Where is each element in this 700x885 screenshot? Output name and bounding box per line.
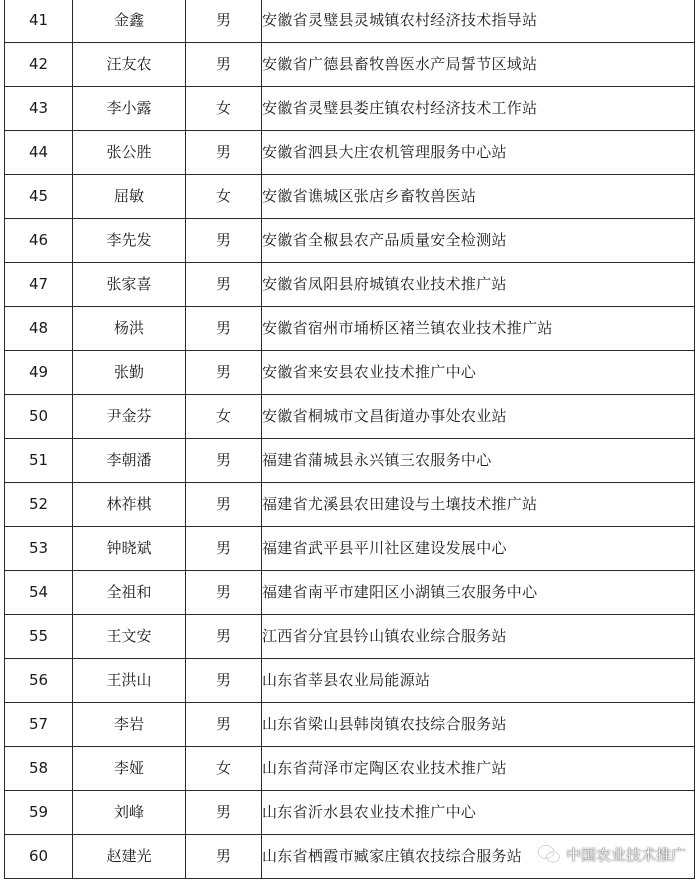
row-number: 44 <box>5 131 73 175</box>
row-number: 46 <box>5 219 73 263</box>
wechat-watermark <box>537 841 686 867</box>
person-name: 钟晓斌 <box>73 527 186 571</box>
row-number: 59 <box>5 791 73 835</box>
row-number: 54 <box>5 571 73 615</box>
person-gender: 男 <box>186 571 262 615</box>
table-row <box>5 615 695 659</box>
work-unit: 福建省武平县平川社区建设发展中心 <box>262 527 695 571</box>
work-unit: 福建省南平市建阳区小湖镇三农服务中心 <box>262 571 695 615</box>
person-gender: 女 <box>186 175 262 219</box>
person-name: 李娅 <box>73 747 186 791</box>
row-number: 45 <box>5 175 73 219</box>
person-gender: 男 <box>186 131 262 175</box>
person-gender: 男 <box>186 43 262 87</box>
person-name: 尹金芬 <box>73 395 186 439</box>
person-gender: 女 <box>186 395 262 439</box>
row-number: 43 <box>5 87 73 131</box>
person-gender: 男 <box>186 0 262 43</box>
table-row <box>5 747 695 791</box>
row-number: 41 <box>5 0 73 43</box>
row-number: 47 <box>5 263 73 307</box>
work-unit: 山东省菏泽市定陶区农业技术推广站 <box>262 747 695 791</box>
person-gender: 男 <box>186 527 262 571</box>
table-row <box>5 703 695 747</box>
person-name: 张家喜 <box>73 263 186 307</box>
personnel-table <box>4 0 695 879</box>
table-row <box>5 0 695 43</box>
personnel-table-body <box>5 0 695 879</box>
table-row <box>5 351 695 395</box>
person-gender: 男 <box>186 703 262 747</box>
row-number: 56 <box>5 659 73 703</box>
person-name: 李小露 <box>73 87 186 131</box>
table-row <box>5 483 695 527</box>
table-row <box>5 395 695 439</box>
person-name: 赵建光 <box>73 835 186 879</box>
table-row <box>5 791 695 835</box>
person-name: 王文安 <box>73 615 186 659</box>
person-gender: 男 <box>186 263 262 307</box>
person-gender: 男 <box>186 659 262 703</box>
table-row <box>5 571 695 615</box>
person-name: 林祚棋 <box>73 483 186 527</box>
person-name: 金鑫 <box>73 0 186 43</box>
person-gender: 男 <box>186 351 262 395</box>
row-number: 48 <box>5 307 73 351</box>
work-unit: 安徽省全椒县农产品质量安全检测站 <box>262 219 695 263</box>
work-unit: 山东省莘县农业局能源站 <box>262 659 695 703</box>
person-gender: 男 <box>186 791 262 835</box>
person-name: 王洪山 <box>73 659 186 703</box>
work-unit: 山东省沂水县农业技术推广中心 <box>262 791 695 835</box>
work-unit: 江西省分宜县钤山镇农业综合服务站 <box>262 615 695 659</box>
person-name: 李先发 <box>73 219 186 263</box>
table-row <box>5 263 695 307</box>
row-number: 57 <box>5 703 73 747</box>
person-gender: 男 <box>186 219 262 263</box>
person-name: 汪友农 <box>73 43 186 87</box>
person-gender: 男 <box>186 439 262 483</box>
person-name: 李岩 <box>73 703 186 747</box>
table-row <box>5 87 695 131</box>
work-unit: 山东省梁山县韩岗镇农技综合服务站 <box>262 703 695 747</box>
table-row <box>5 43 695 87</box>
person-name: 全祖和 <box>73 571 186 615</box>
work-unit: 安徽省宿州市埇桥区褚兰镇农业技术推广站 <box>262 307 695 351</box>
person-gender: 男 <box>186 483 262 527</box>
work-unit: 福建省尤溪县农田建设与土壤技术推广站 <box>262 483 695 527</box>
row-number: 50 <box>5 395 73 439</box>
work-unit: 福建省蒲城县永兴镇三农服务中心 <box>262 439 695 483</box>
table-row <box>5 175 695 219</box>
person-name: 李朝潘 <box>73 439 186 483</box>
person-gender: 男 <box>186 835 262 879</box>
person-name: 刘峰 <box>73 791 186 835</box>
row-number: 49 <box>5 351 73 395</box>
person-gender: 男 <box>186 615 262 659</box>
row-number: 53 <box>5 527 73 571</box>
row-number: 42 <box>5 43 73 87</box>
table-row <box>5 659 695 703</box>
row-number: 55 <box>5 615 73 659</box>
table-row <box>5 527 695 571</box>
work-unit: 安徽省谯城区张店乡畜牧兽医站 <box>262 175 695 219</box>
work-unit: 山东省栖霞市臧家庄镇农技综合服务站 <box>262 835 695 879</box>
person-name: 张勤 <box>73 351 186 395</box>
person-name: 屈敏 <box>73 175 186 219</box>
work-unit: 安徽省灵璧县娄庄镇农村经济技术工作站 <box>262 87 695 131</box>
work-unit: 安徽省来安县农业技术推广中心 <box>262 351 695 395</box>
table-row <box>5 219 695 263</box>
person-name: 杨洪 <box>73 307 186 351</box>
table-row <box>5 307 695 351</box>
work-unit: 安徽省泗县大庄农机管理服务中心站 <box>262 131 695 175</box>
row-number: 51 <box>5 439 73 483</box>
work-unit: 安徽省凤阳县府城镇农业技术推广站 <box>262 263 695 307</box>
watermark-text: 中国农业技术推广 <box>565 845 686 864</box>
work-unit: 安徽省桐城市文昌街道办事处农业站 <box>262 395 695 439</box>
row-number: 58 <box>5 747 73 791</box>
work-unit: 安徽省灵璧县灵城镇农村经济技术指导站 <box>262 0 695 43</box>
table-row <box>5 131 695 175</box>
person-gender: 男 <box>186 307 262 351</box>
wechat-icon <box>537 844 561 864</box>
person-gender: 女 <box>186 87 262 131</box>
table-row <box>5 439 695 483</box>
row-number: 52 <box>5 483 73 527</box>
person-name: 张公胜 <box>73 131 186 175</box>
row-number: 60 <box>5 835 73 879</box>
person-gender: 女 <box>186 747 262 791</box>
work-unit: 安徽省广德县畜牧兽医水产局誓节区域站 <box>262 43 695 87</box>
